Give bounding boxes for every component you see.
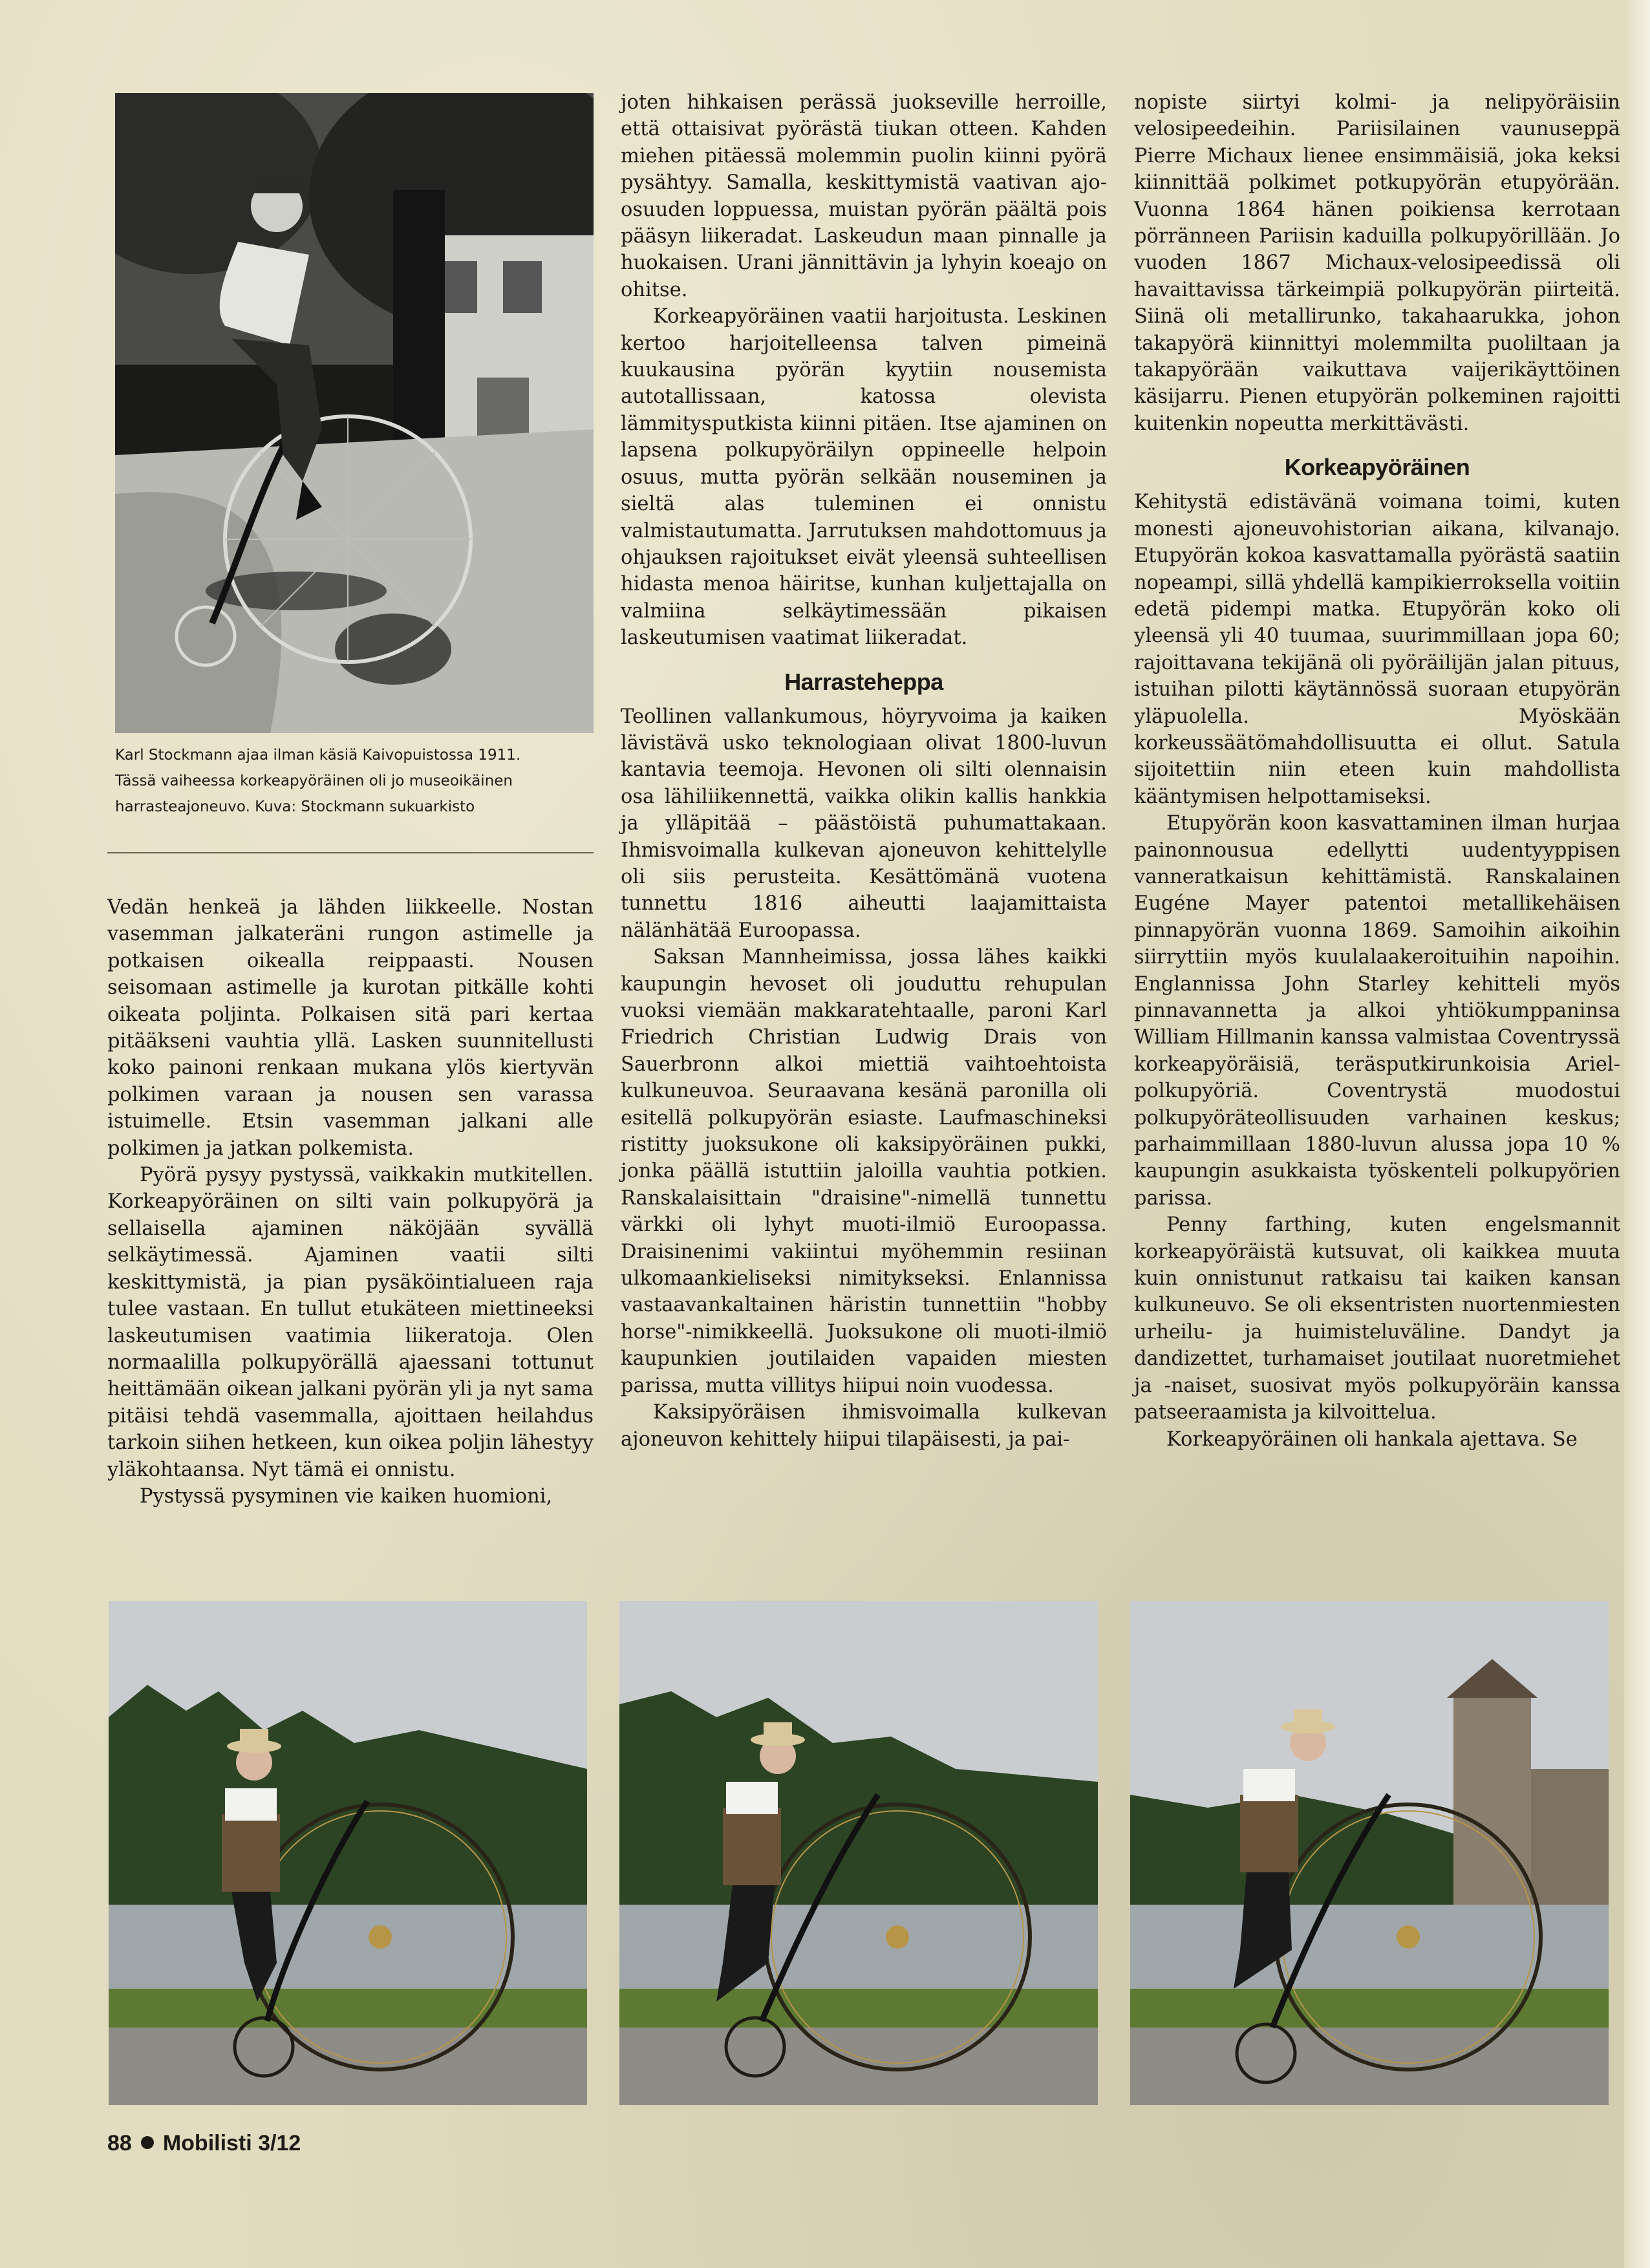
paragraph: Kaksipyöräisen ihmisvoimalla kulkevan ajoneuvon kehittely hiipui tilapäisesti, ja pai- — [621, 1401, 1107, 1451]
paragraph: joten hihkaisen perässä juokseville herroille, että ottaisivat pyörästä tiukan otteen. Kahden miehen pitäessä molemmin puolin kiinni pyörä pysähtyy. Samalla, keskittymistä vaativan ajo-osuuden loppuessa, muistan pyörän päältä pois pääsyn liikeradat. Laskeudun maan pinnalle ja huokaisen. Urani jännittävin ja lyhyin koeajo on ohitse. — [621, 91, 1107, 301]
paragraph: Penny farthing, kuten engelsmannit korkeapyöräistä kutsuvat, oli kaikkea muuta kuin onnistunut ratkaisu tai kaiken kansan kulkuneuvo. Se oli eksentristen nuortenmiesten urheilu- ja huimisteluväline. Dandyt ja dandizettet, turhamaiset joutilaat nuoretmiehet ja -naiset, suosivat myös polkupyöräin kanssa patseeraamista ja kilvoittelua. — [1134, 1214, 1620, 1424]
photo-illustration — [115, 93, 594, 733]
article-column-right — [1134, 89, 1620, 1453]
caption-line: Karl Stockmann ajaa ilman käsiä Kaivopuistossa 1911. — [115, 747, 521, 764]
article-column-left — [107, 894, 594, 1510]
sequence-photo-1 — [109, 1601, 587, 2105]
page-number: 88 — [107, 2131, 132, 2156]
rider-photo — [109, 1601, 587, 2105]
caption-line: Tässä vaiheessa korkeapyöräinen oli jo museoikäinen — [115, 773, 513, 789]
caption-divider — [107, 852, 594, 853]
magazine-issue: Mobilisti 3/12 — [162, 2131, 301, 2156]
rider-photo — [619, 1601, 1098, 2105]
caption-line: harrasteajoneuvo. Kuva: Stockmann sukuarkisto — [115, 798, 475, 815]
sequence-photo-3 — [1130, 1601, 1609, 2105]
paragraph: Etupyörän koon kasvattaminen ilman hurjaa painonnousua edellytti uudentyyppisen vanneratkaisun kehittämistä. Ranskalainen Eugéne Mayer patentoi metallikehäisen pinnapyörän vuonna 1869. Samoihin aikoihin siirryttiin myös kuulalaakeroituihin napoihin. Englannissa John Starley kehitteli myös pinnavannetta ja alkoi yhtiökumppaninsa William Hillmanin kanssa valmistaa Coventryssä korkeapyöräisiä, teräsputkirunkoisia Ariel-polkupyöriä. Coventrystä muodostui polkupyöräteollisuuden varhainen keskus; parhaimmillaan 1880-luvun alussa jopa 10 % kaupungin asukkaista työskenteli polkupyörien parissa. — [1134, 812, 1620, 1210]
paragraph: Kehitystä edistävänä voimana toimi, kuten monesti ajoneuvohistorian aikana, kilvanajo. Etupyörän kokoa kasvattamalla pyörästä saatiin nopeampi, sillä yhdellä kampikierroksella voitiin edetä pidempi matka. Etupyörän koko oli yleensä yli 40 tuumaa, suurimmillaan jopa 60; rajoittavana tekijänä oli pyöräilijän jalan pituus, istuihan pilotti käytännössä suoraan etupyörän yläpuolella. Myöskään korkeussäätömahdollisuutta ei ollut. Satula sijoitettiin niin eteen kuin mahdollista kääntymisen helpottamiseksi. — [1134, 491, 1620, 808]
photo-caption — [115, 742, 594, 820]
paragraph: Korkeapyöräinen vaatii harjoitusta. Leskinen kertoo harjoitelleensa talven pimeinä kuukausina pyörän kyytiin nousemista autotallissaan, katossa olevista lämmitysputkista kiinni pitäen. Itse ajaminen on lapsena polkupyöräilyn oppineelle helpoin osuus, mutta pyörän selkään nouseminen ja sieltä alas tuleminen ei onnistu valmistautumatta. Jarrutuksen mahdottomuus ja ohjauksen rajoitukset eivät yleensä suhteellisen hidasta menoa häiritse, kunhan kuljettajalla on valmiina selkäytimessään pikaisen laskeutumisen vaatimat liikeradat. — [621, 305, 1108, 650]
paragraph: nopiste siirtyi kolmi- ja nelipyöräisiin velosipeedeihin. Pariisilainen vaunuseppä Pierre Michaux lienee ensimmäisiä, joka keksi kiinnittää polkimet potkupyörän etupyörään. Vuonna 1864 hänen poikiensa kerrotaan pörränneen Pariisin kaduilla polkupyörillään. Jo vuoden 1867 Michaux-velosipeedissä oli havaittavissa tärkeimpiä polkupyörän piirteitä. Siinä oli metallirunko, takahaarukka, johon takapyörä kiinnittyi molemmilta puoliltaan ja takapyörään vaikuttava vaijerikäyttöinen käsijarru. Pienen etupyörän polkeminen rajoitti kuitenkin nopeutta merkittävästi. — [1134, 91, 1620, 435]
historical-photo — [115, 93, 594, 733]
rider-photo — [1130, 1601, 1609, 2105]
article-column-middle — [621, 89, 1107, 1453]
paragraph: Pystyssä pysyminen vie kaiken huomioni, — [140, 1484, 553, 1508]
page-edge — [1624, 0, 1650, 2268]
paragraph: Korkeapyöräinen oli hankala ajettava. Se — [1166, 1428, 1578, 1451]
section-heading: Korkeapyöräinen — [1284, 454, 1470, 481]
section-heading: Harrasteheppa — [784, 668, 943, 695]
paragraph: Saksan Mannheimissa, jossa lähes kaikki kaupungin hevoset oli jouduttu rehupulan vuoksi viemään makkaratehtaalle, paroni Karl Friedrich Christian Ludwig Drais von Sauerbronn alkoi miettiä vaihtoehtoista kulkuneuvoa. Seuraavana kesänä paronilla oli esitellä polkupyörän esiaste. Laufmaschineksi ristitty juoksukone oli kaksipyöräinen pukki, jonka päällä istuttiin jaloilla vauhtia potkien. Ranskalaisittain "draisine"-nimellä tunnettu värkki oli lyhyt muoti-ilmiö Euroopassa. Draisinenimi vakiintui myöhemmin resiinan ulkomaankieliseksi nimitykseksi. Enlannissa vastaavankaltainen häristin tunnettiin "hobby horse"-nimikkeellä. Juoksukone oli muoti-ilmiö kaupunkien joutilaiden vapaiden miesten parissa, mutta villitys hiipui noin vuodessa. — [621, 946, 1107, 1397]
sequence-photo-2 — [619, 1601, 1098, 2105]
paragraph: Teollinen vallankumous, höyryvoima ja kaiken lävistävä usko teknologiaan olivat 1800-luvun kantavia teemoja. Hevonen oli silti olennaisin osa lähiliikennettä, vaikka olikin kallis hankkia ja ylläpitää – päästöistä puhumattakaan. Ihmisvoimalla kulkevan ajoneuvon kehittelylle oli siis perusteita. Kesättömänä vuotena tunnettu 1816 aiheutti laajamittaista nälänhätää Euroopassa. — [621, 705, 1107, 942]
paragraph: Vedän henkeä ja lähden liikkeelle. Nostan vasemman jalkateräni rungon astimelle ja potkaisen oikealla reippaasti. Nousen seisomaan astimelle ja kurotan pitkälle kohti oikeata poljinta. Polkaisen sitä pari kertaa pitääkseni vauhtia yllä. Lasken suunnitellusti koko painoni renkaan mukana ylös kiertyvän polkimen varaan ja nousen sen varassa istuimelle. Etsin vasemman jalkani alle polkimen ja jatkan polkemista. — [107, 896, 594, 1160]
page-footer — [107, 2131, 301, 2156]
paragraph: Pyörä pysyy pystyssä, vaikkakin mutkitellen. Korkeapyöräinen on silti vain polkupyörä ja sellaisella ajaminen näköjään syvällä selkäytimessä. Ajaminen vaatii silti keskittymistä, ja pian pysäköintialueen raja tulee vastaan. En tullut etukäteen miettineeksi laskeutumisen vaatimia liikeratoja. Olen normaalilla polkupyörällä ajaessani tottunut heittämään oikean jalkani pyörän yli ja nyt sama pitäisi tehdä vasemmalla, ajoittaen heilahdus tarkoin siihen hetkeen, kun oikea poljin lähestyy yläkohtaansa. Nyt tämä ei onnistu. — [107, 1164, 594, 1481]
bullet-icon — [141, 2136, 154, 2149]
